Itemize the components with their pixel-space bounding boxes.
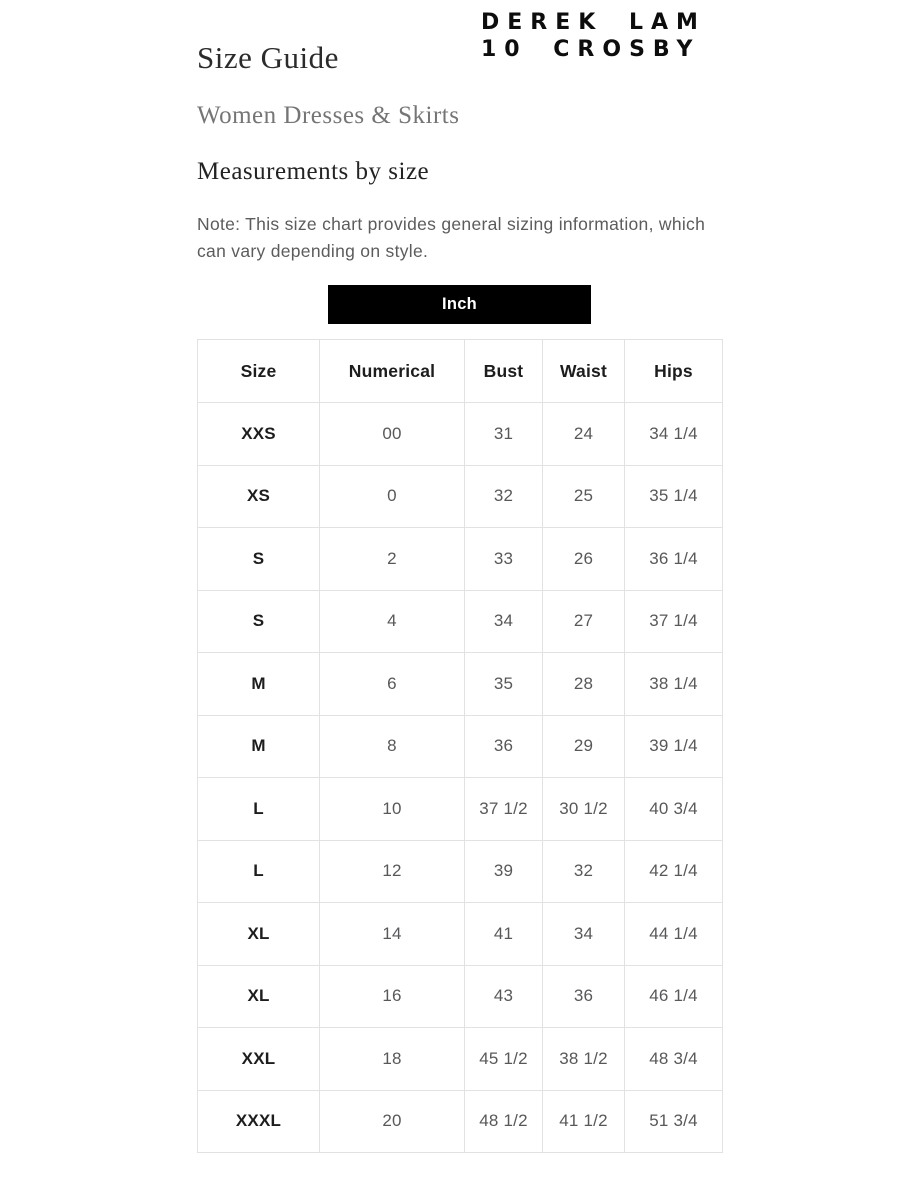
table-header-row bbox=[198, 340, 723, 403]
measurement-cell: 27 bbox=[543, 590, 625, 653]
section-title: Measurements by size bbox=[197, 158, 430, 185]
table-header-cell: Waist bbox=[543, 340, 625, 403]
table-header-cell: Numerical bbox=[320, 340, 465, 403]
measurement-cell: 39 bbox=[465, 840, 543, 903]
measurement-cell: 38 1/2 bbox=[543, 1028, 625, 1091]
measurement-cell: 33 bbox=[465, 528, 543, 591]
table-row bbox=[198, 1090, 723, 1153]
measurement-cell: 18 bbox=[320, 1028, 465, 1091]
table-body bbox=[198, 403, 723, 1153]
table-row bbox=[198, 528, 723, 591]
measurement-cell: 32 bbox=[543, 840, 625, 903]
page-title: Size Guide bbox=[197, 40, 339, 75]
size-cell: S bbox=[198, 528, 320, 591]
measurement-cell: 39 1/4 bbox=[625, 715, 723, 778]
category-subtitle: Women Dresses & Skirts bbox=[197, 102, 460, 129]
measurement-cell: 12 bbox=[320, 840, 465, 903]
measurement-cell: 38 1/4 bbox=[625, 653, 723, 716]
measurement-cell: 00 bbox=[320, 403, 465, 466]
table-row bbox=[198, 653, 723, 716]
measurement-cell: 20 bbox=[320, 1090, 465, 1153]
measurement-cell: 40 3/4 bbox=[625, 778, 723, 841]
measurement-cell: 45 1/2 bbox=[465, 1028, 543, 1091]
measurement-cell: 35 1/4 bbox=[625, 465, 723, 528]
measurement-cell: 25 bbox=[543, 465, 625, 528]
measurement-cell: 48 1/2 bbox=[465, 1090, 543, 1153]
measurement-cell: 4 bbox=[320, 590, 465, 653]
size-cell: M bbox=[198, 715, 320, 778]
table-row bbox=[198, 465, 723, 528]
measurement-cell: 37 1/4 bbox=[625, 590, 723, 653]
table-row bbox=[198, 715, 723, 778]
size-cell: XXXL bbox=[198, 1090, 320, 1153]
measurement-cell: 36 bbox=[543, 965, 625, 1028]
unit-toggle-inch-button[interactable]: Inch bbox=[328, 285, 591, 324]
measurement-cell: 46 1/4 bbox=[625, 965, 723, 1028]
unit-toggle-row bbox=[197, 285, 722, 324]
size-cell: L bbox=[198, 840, 320, 903]
table-row bbox=[198, 778, 723, 841]
measurement-cell: 31 bbox=[465, 403, 543, 466]
measurement-cell: 34 1/4 bbox=[625, 403, 723, 466]
size-guide-panel bbox=[197, 0, 722, 1153]
measurement-cell: 41 1/2 bbox=[543, 1090, 625, 1153]
size-cell: XL bbox=[198, 965, 320, 1028]
measurement-cell: 6 bbox=[320, 653, 465, 716]
measurement-cell: 2 bbox=[320, 528, 465, 591]
measurement-cell: 30 1/2 bbox=[543, 778, 625, 841]
size-cell: S bbox=[198, 590, 320, 653]
measurement-cell: 10 bbox=[320, 778, 465, 841]
measurement-cell: 36 bbox=[465, 715, 543, 778]
table-header-cell: Hips bbox=[625, 340, 723, 403]
sizing-note: Note: This size chart provides general sizing information, which can vary depending on style. bbox=[197, 214, 706, 261]
measurement-cell: 34 bbox=[543, 903, 625, 966]
size-table bbox=[197, 339, 723, 1153]
brand-logo-line-2: 10 CROSBY bbox=[481, 37, 701, 62]
table-header-cell: Bust bbox=[465, 340, 543, 403]
measurement-cell: 51 3/4 bbox=[625, 1090, 723, 1153]
table-row bbox=[198, 403, 723, 466]
table-row bbox=[198, 965, 723, 1028]
measurement-cell: 43 bbox=[465, 965, 543, 1028]
measurement-cell: 35 bbox=[465, 653, 543, 716]
table-row bbox=[198, 840, 723, 903]
brand-logo-line-1: DEREK LAM bbox=[481, 10, 706, 35]
table-row bbox=[198, 1028, 723, 1091]
size-cell: L bbox=[198, 778, 320, 841]
measurement-cell: 42 1/4 bbox=[625, 840, 723, 903]
table-row bbox=[198, 590, 723, 653]
measurement-cell: 37 1/2 bbox=[465, 778, 543, 841]
size-cell: M bbox=[198, 653, 320, 716]
measurement-cell: 48 3/4 bbox=[625, 1028, 723, 1091]
measurement-cell: 8 bbox=[320, 715, 465, 778]
measurement-cell: 0 bbox=[320, 465, 465, 528]
measurement-cell: 32 bbox=[465, 465, 543, 528]
measurement-cell: 16 bbox=[320, 965, 465, 1028]
size-cell: XL bbox=[198, 903, 320, 966]
measurement-cell: 29 bbox=[543, 715, 625, 778]
measurement-cell: 44 1/4 bbox=[625, 903, 723, 966]
table-row bbox=[198, 903, 723, 966]
size-cell: XXS bbox=[198, 403, 320, 466]
size-cell: XS bbox=[198, 465, 320, 528]
measurement-cell: 36 1/4 bbox=[625, 528, 723, 591]
table-header-cell: Size bbox=[198, 340, 320, 403]
measurement-cell: 28 bbox=[543, 653, 625, 716]
measurement-cell: 34 bbox=[465, 590, 543, 653]
size-cell: XXL bbox=[198, 1028, 320, 1091]
measurement-cell: 41 bbox=[465, 903, 543, 966]
measurement-cell: 14 bbox=[320, 903, 465, 966]
measurement-cell: 26 bbox=[543, 528, 625, 591]
measurement-cell: 24 bbox=[543, 403, 625, 466]
